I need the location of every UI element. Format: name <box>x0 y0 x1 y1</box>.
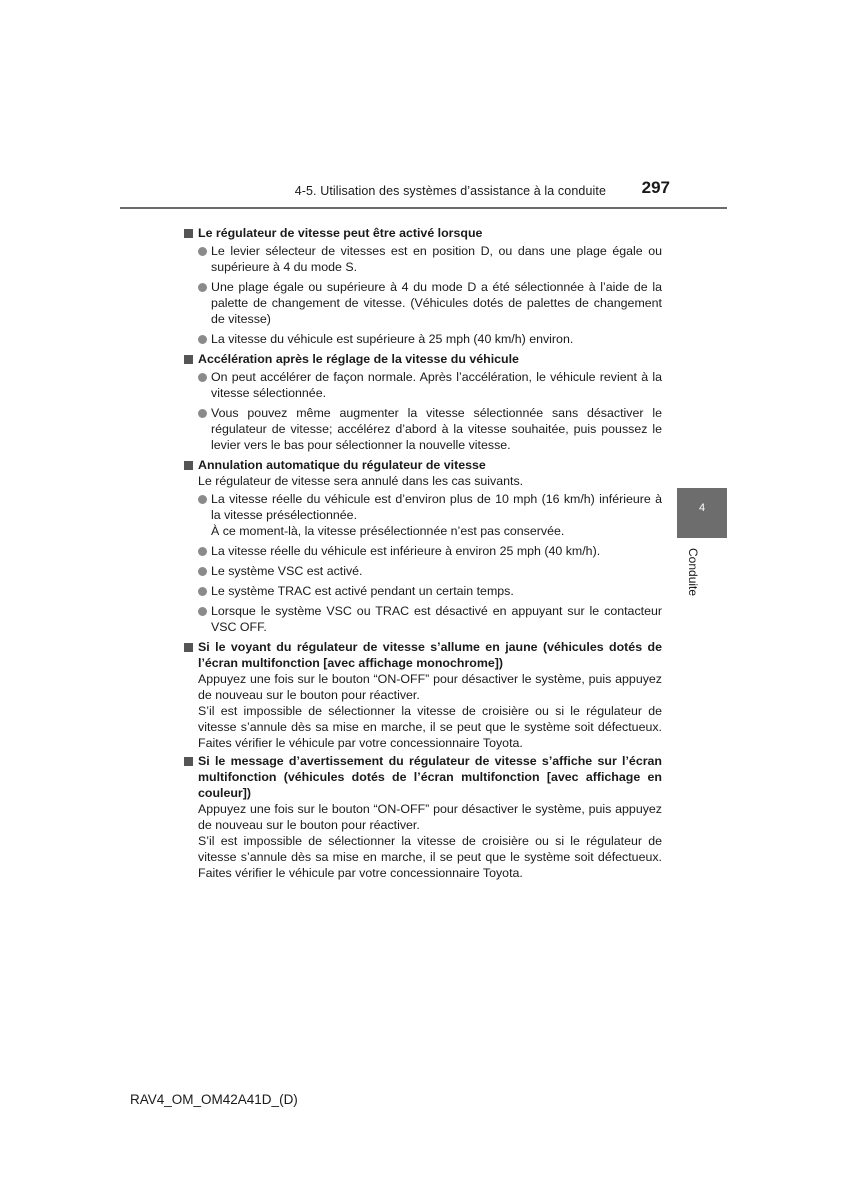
section-heading-text: Le régulateur de vitesse peut être activé lorsque <box>198 226 483 240</box>
section-heading <box>184 351 662 367</box>
section-title: 4-5. Utilisation des systèmes d’assistance à la conduite <box>294 184 606 198</box>
list-item <box>198 369 662 401</box>
section-intro: Le régulateur de vitesse sera annulé dans les cas suivants. <box>198 474 524 488</box>
list-item-text: La vitesse réelle du véhicule est d’environ plus de 10 mph (16 km/h) inférieure à la vitesse présélectionnée. <box>211 492 662 522</box>
round-bullet-icon <box>198 587 207 596</box>
list-item-text: Vous pouvez même augmenter la vitesse sélectionnée sans désactiver le régulateur de vitesse; accélérez d’abord à la vitesse souhaitée, puis poussez le levier vers le bas pour sélectionner la nouvelle vitesse. <box>211 406 662 452</box>
square-bullet-icon <box>184 229 193 238</box>
chapter-tab <box>677 488 727 538</box>
section-heading <box>184 753 662 801</box>
section-heading-text: Si le voyant du régulateur de vitesse s’allume en jaune (véhicules dotés de l’écran multifonction [avec affichage monochrome]) <box>198 640 662 670</box>
section-automatic-cancellation <box>184 457 662 635</box>
list-item-text: Le système VSC est activé. <box>211 564 363 578</box>
round-bullet-icon <box>198 607 207 616</box>
header-rule <box>120 207 727 209</box>
list-item-text: Le levier sélecteur de vitesses est en position D, ou dans une plage égale ou supérieure à 4 du mode S. <box>211 244 662 274</box>
paragraph-text: S’il est impossible de sélectionner la vitesse de croisière ou si le régulateur de vitesse s’annule dès sa mise en marche, il se peut que le système soit défectueux. Faites vérifier le véhicule par votre concessionnaire Toyota. <box>198 834 662 880</box>
running-header <box>120 178 670 208</box>
round-bullet-icon <box>198 247 207 256</box>
document-code: RAV4_OM_OM42A41D_(D) <box>130 1092 298 1107</box>
section-acceleration <box>184 351 662 453</box>
paragraph-text: Appuyez une fois sur le bouton “ON-OFF” pour désactiver le système, puis appuyez de nouveau sur le bouton pour réactiver. <box>198 802 662 832</box>
chapter-label: Conduite <box>686 548 700 597</box>
section-heading <box>184 639 662 671</box>
list-item-text: On peut accélérer de façon normale. Après l’accélération, le véhicule revient à la vitesse sélectionnée. <box>211 370 662 400</box>
list-item <box>198 543 662 559</box>
list-item <box>198 279 662 327</box>
section-heading-text: Si le message d’avertissement du régulateur de vitesse s’affiche sur l’écran multifonction (véhicules dotés de l’écran multifonction [avec affichage en couleur]) <box>198 754 662 800</box>
paragraph <box>184 801 662 881</box>
list-item <box>198 491 662 539</box>
list-item <box>198 583 662 599</box>
list-item <box>198 331 662 347</box>
list-item-text: La vitesse du véhicule est supérieure à 25 mph (40 km/h) environ. <box>211 332 574 346</box>
bullet-list <box>184 491 662 635</box>
list-item-text: Une plage égale ou supérieure à 4 du mode D a été sélectionnée à l’aide de la palette de changement de vitesse. (Véhicules dotés de palettes de changement de vitesse) <box>211 280 662 326</box>
section-activation-conditions <box>184 225 662 347</box>
bullet-list <box>184 369 662 453</box>
page-number: 297 <box>641 178 670 197</box>
paragraph-text: S’il est impossible de sélectionner la vitesse de croisière ou si le régulateur de vitesse s’annule dès sa mise en marche, il se peut que le système soit défectueux. Faites vérifier le véhicule par votre concessionnaire Toyota. <box>198 704 662 750</box>
square-bullet-icon <box>184 461 193 470</box>
paragraph <box>184 671 662 751</box>
list-item <box>198 405 662 453</box>
round-bullet-icon <box>198 283 207 292</box>
section-warning-message <box>184 753 662 881</box>
list-item-text: Le système TRAC est activé pendant un certain temps. <box>211 584 514 598</box>
round-bullet-icon <box>198 409 207 418</box>
section-heading <box>184 225 662 241</box>
list-item <box>198 603 662 635</box>
page-content <box>184 225 662 883</box>
square-bullet-icon <box>184 757 193 766</box>
section-heading-text: Annulation automatique du régulateur de vitesse <box>198 458 486 472</box>
round-bullet-icon <box>198 335 207 344</box>
round-bullet-icon <box>198 495 207 504</box>
section-yellow-indicator <box>184 639 662 751</box>
list-item <box>198 563 662 579</box>
round-bullet-icon <box>198 567 207 576</box>
round-bullet-icon <box>198 373 207 382</box>
chapter-number: 4 <box>698 502 706 514</box>
bullet-list <box>184 243 662 347</box>
list-item-text: La vitesse réelle du véhicule est inférieure à environ 25 mph (40 km/h). <box>211 544 601 558</box>
section-heading <box>184 457 662 473</box>
square-bullet-icon <box>184 643 193 652</box>
list-item <box>198 243 662 275</box>
round-bullet-icon <box>198 547 207 556</box>
square-bullet-icon <box>184 355 193 364</box>
list-item-text: Lorsque le système VSC ou TRAC est désactivé en appuyant sur le contacteur VSC OFF. <box>211 604 662 634</box>
section-heading-text: Accélération après le réglage de la vitesse du véhicule <box>198 352 519 366</box>
list-item-note: À ce moment-là, la vitesse présélectionnée n’est pas conservée. <box>211 524 565 538</box>
paragraph-text: Appuyez une fois sur le bouton “ON-OFF” pour désactiver le système, puis appuyez de nouveau sur le bouton pour réactiver. <box>198 672 662 702</box>
